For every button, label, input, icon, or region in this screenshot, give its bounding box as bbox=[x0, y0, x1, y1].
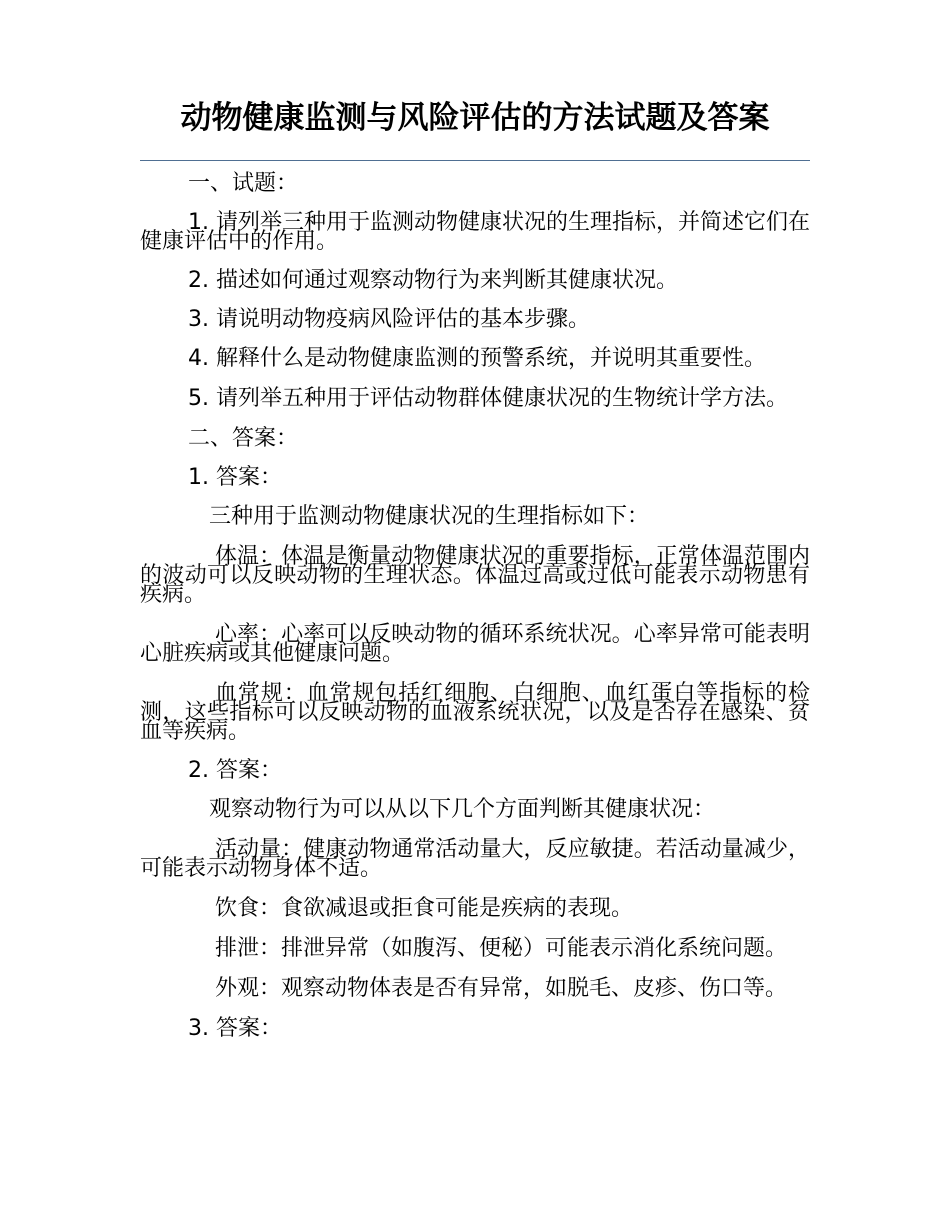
document-body bbox=[140, 171, 810, 1041]
section-heading-questions: 一、试题： bbox=[188, 171, 299, 196]
answer-2-label: 2. 答案： bbox=[188, 758, 282, 783]
answer-1-item-heart-rate: 心率：心率可以反映动物的循环系统状况。心率异常可能表明心脏疾病或其他健康问题。 bbox=[140, 622, 810, 666]
document-title: 动物健康监测与风险评估的方法试题及答案 bbox=[180, 100, 770, 136]
question-4: 4. 解释什么是动物健康监测的预警系统，并说明其重要性。 bbox=[188, 346, 766, 371]
title-underline bbox=[140, 160, 810, 161]
section-heading-answers: 二、答案： bbox=[188, 426, 299, 451]
answer-2-item-diet: 饮食：食欲减退或拒食可能是疾病的表现。 bbox=[215, 896, 634, 921]
answer-2-item-appearance: 外观：观察动物体表是否有异常，如脱毛、皮疹、伤口等。 bbox=[215, 976, 788, 1001]
answer-1-item-blood-routine: 血常规：血常规包括红细胞、白细胞、血红蛋白等指标的检测，这些指标可以反映动物的血液系统状况，以及是否存在感染、贫血等疾病。 bbox=[140, 681, 810, 744]
answer-1-item-body-temperature: 体温：体温是衡量动物健康状况的重要指标，正常体温范围内的波动可以反映动物的生理状态。体温过高或过低可能表示动物患有疾病。 bbox=[140, 544, 810, 607]
question-1: 1. 请列举三种用于监测动物健康状况的生理指标，并简述它们在健康评估中的作用。 bbox=[140, 210, 810, 254]
question-3: 3. 请说明动物疫病风险评估的基本步骤。 bbox=[188, 307, 590, 332]
answer-1-label: 1. 答案： bbox=[188, 465, 282, 490]
question-5: 5. 请列举五种用于评估动物群体健康状况的生物统计学方法。 bbox=[188, 386, 788, 411]
question-2: 2. 描述如何通过观察动物行为来判断其健康状况。 bbox=[188, 268, 678, 293]
answer-2-intro: 观察动物行为可以从以下几个方面判断其健康状况： bbox=[209, 797, 716, 822]
answer-3-label: 3. 答案： bbox=[188, 1016, 282, 1041]
answer-2-item-excretion: 排泄：排泄异常（如腹泻、便秘）可能表示消化系统问题。 bbox=[215, 936, 788, 961]
answer-1-intro: 三种用于监测动物健康状况的生理指标如下： bbox=[209, 504, 650, 529]
answer-2-item-activity: 活动量：健康动物通常活动量大，反应敏捷。若活动量减少，可能表示动物身体不适。 bbox=[140, 837, 810, 881]
